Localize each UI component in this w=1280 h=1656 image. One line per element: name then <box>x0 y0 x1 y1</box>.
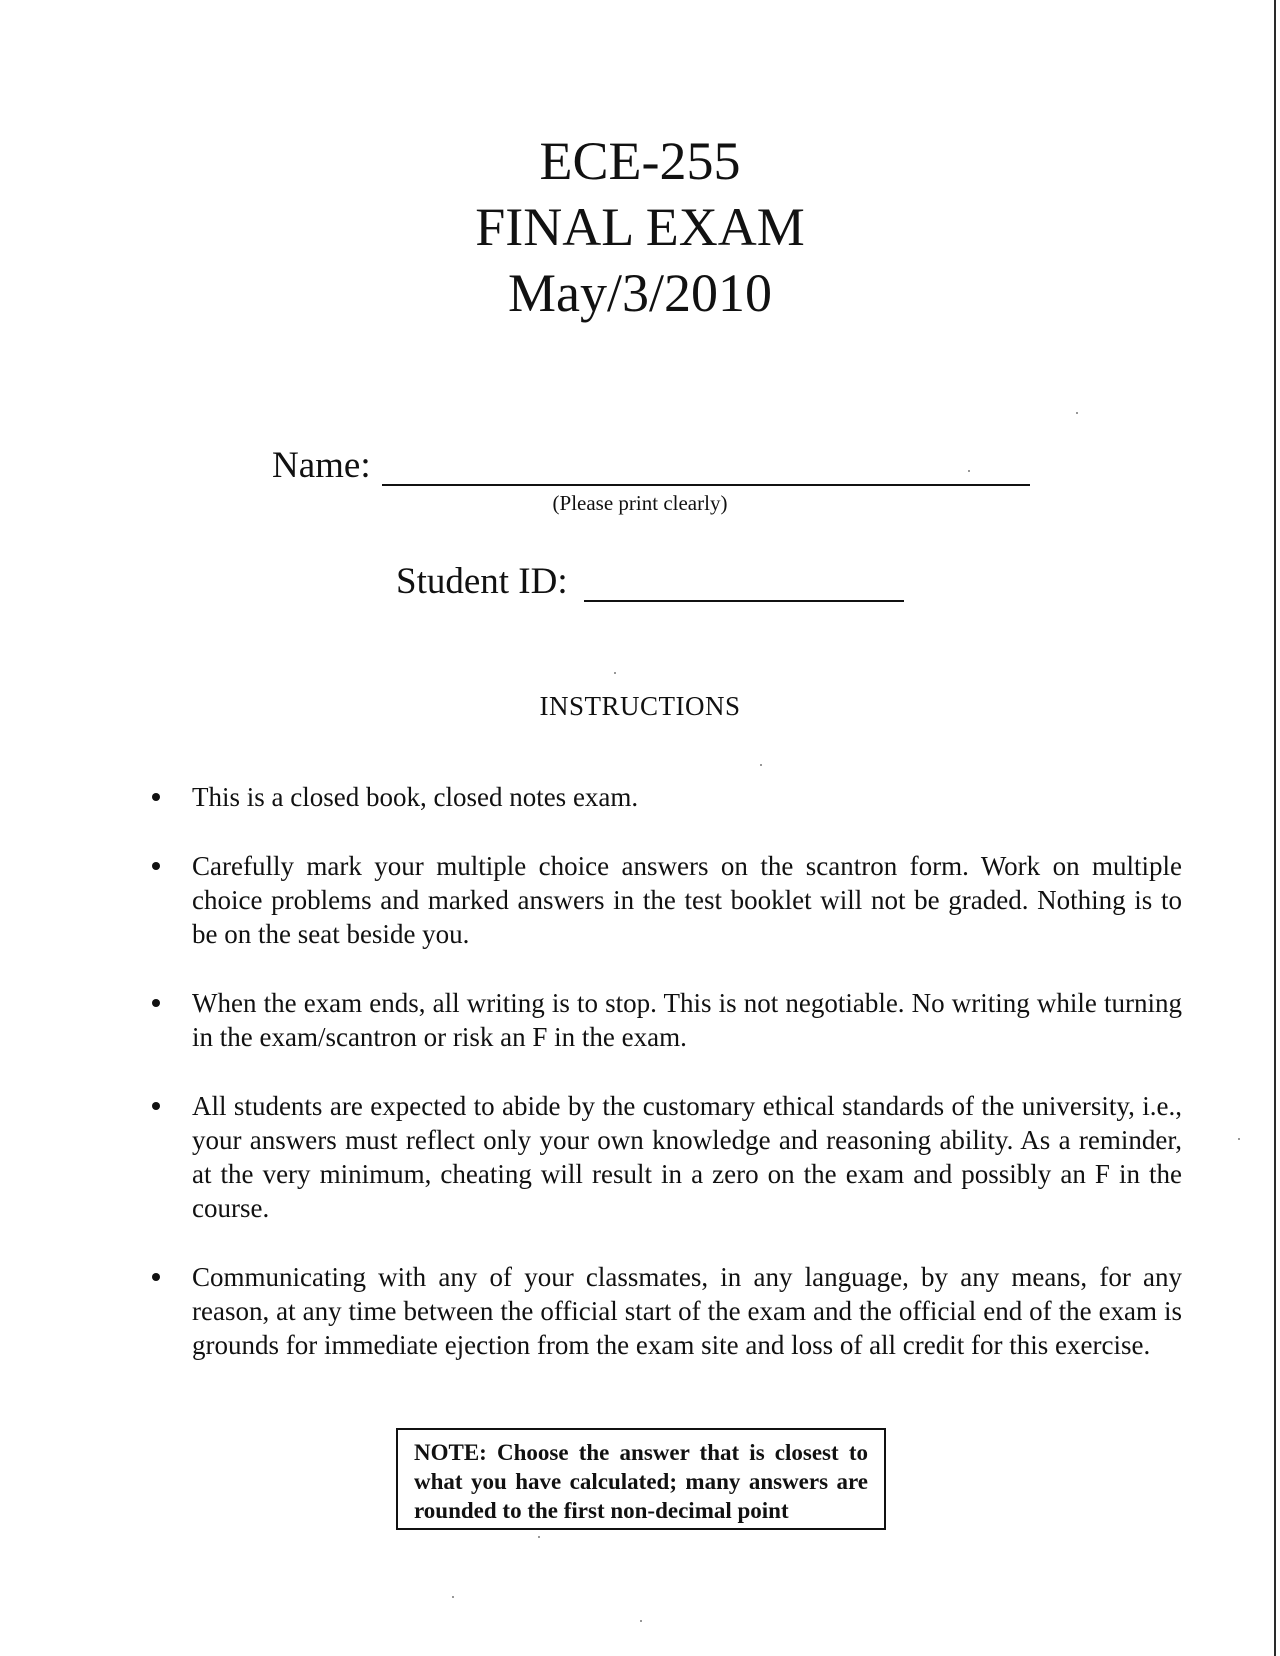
instruction-text: All students are expected to abide by the customary ethical standards of the university, i.e., your answers must reflect only your own knowledge and reasoning ability. As a reminder, at the very minimum, cheating will result in a zero on the exam and possibly an F in the course. <box>192 1091 1182 1223</box>
instruction-text: Communicating with any of your classmates, in any language, by any means, for any reason, at any time between the official start of the exam and the official end of the exam is grounds for immediate ejection from the exam site and loss of all credit for this exercise. <box>192 1262 1182 1360</box>
bullet-icon <box>152 1102 160 1110</box>
name-label: Name: <box>272 445 371 486</box>
list-item <box>152 780 1182 814</box>
scan-speck <box>640 1620 642 1622</box>
instructions-list <box>152 780 1182 1397</box>
scan-speck <box>1076 412 1078 414</box>
bullet-icon <box>152 1273 160 1281</box>
scan-speck <box>1238 1138 1240 1140</box>
instruction-text: This is a closed book, closed notes exam. <box>192 782 639 812</box>
scan-speck <box>968 470 970 472</box>
bullet-icon <box>152 999 160 1007</box>
instruction-text: When the exam ends, all writing is to stop. This is not negotiable. No writing while turning in the exam/scantron or risk an F in the exam. <box>192 988 1182 1052</box>
exam-title <box>0 128 1280 326</box>
name-field-row <box>272 444 1032 494</box>
scan-speck <box>538 1536 540 1538</box>
list-item <box>152 1260 1182 1362</box>
exam-name: FINAL EXAM <box>475 197 805 257</box>
exam-date: May/3/2010 <box>508 263 772 323</box>
bullet-icon <box>152 793 160 801</box>
scan-speck <box>452 1596 454 1598</box>
name-hint: (Please print clearly) <box>552 491 728 515</box>
student-id-label: Student ID: <box>396 561 568 602</box>
name-write-line[interactable] <box>382 484 1030 486</box>
list-item <box>152 986 1182 1054</box>
scan-speck <box>760 764 762 766</box>
instructions-heading: INSTRUCTIONS <box>539 691 741 721</box>
list-item <box>152 1089 1182 1225</box>
instruction-text: Carefully mark your multiple choice answers on the scantron form. Work on multiple choice problems and marked answers in the test booklet will not be graded. Nothing is to be on the seat beside you. <box>192 851 1182 949</box>
student-id-write-line[interactable] <box>584 600 904 602</box>
course-code: ECE-255 <box>539 131 741 191</box>
list-item <box>152 849 1182 951</box>
bullet-icon <box>152 862 160 870</box>
note-box: NOTE: Choose the answer that is closest to what you have calculated; many answers are rounded to the first non-decimal point <box>396 1428 886 1530</box>
scan-speck <box>614 672 616 674</box>
student-id-field-row <box>396 560 916 610</box>
